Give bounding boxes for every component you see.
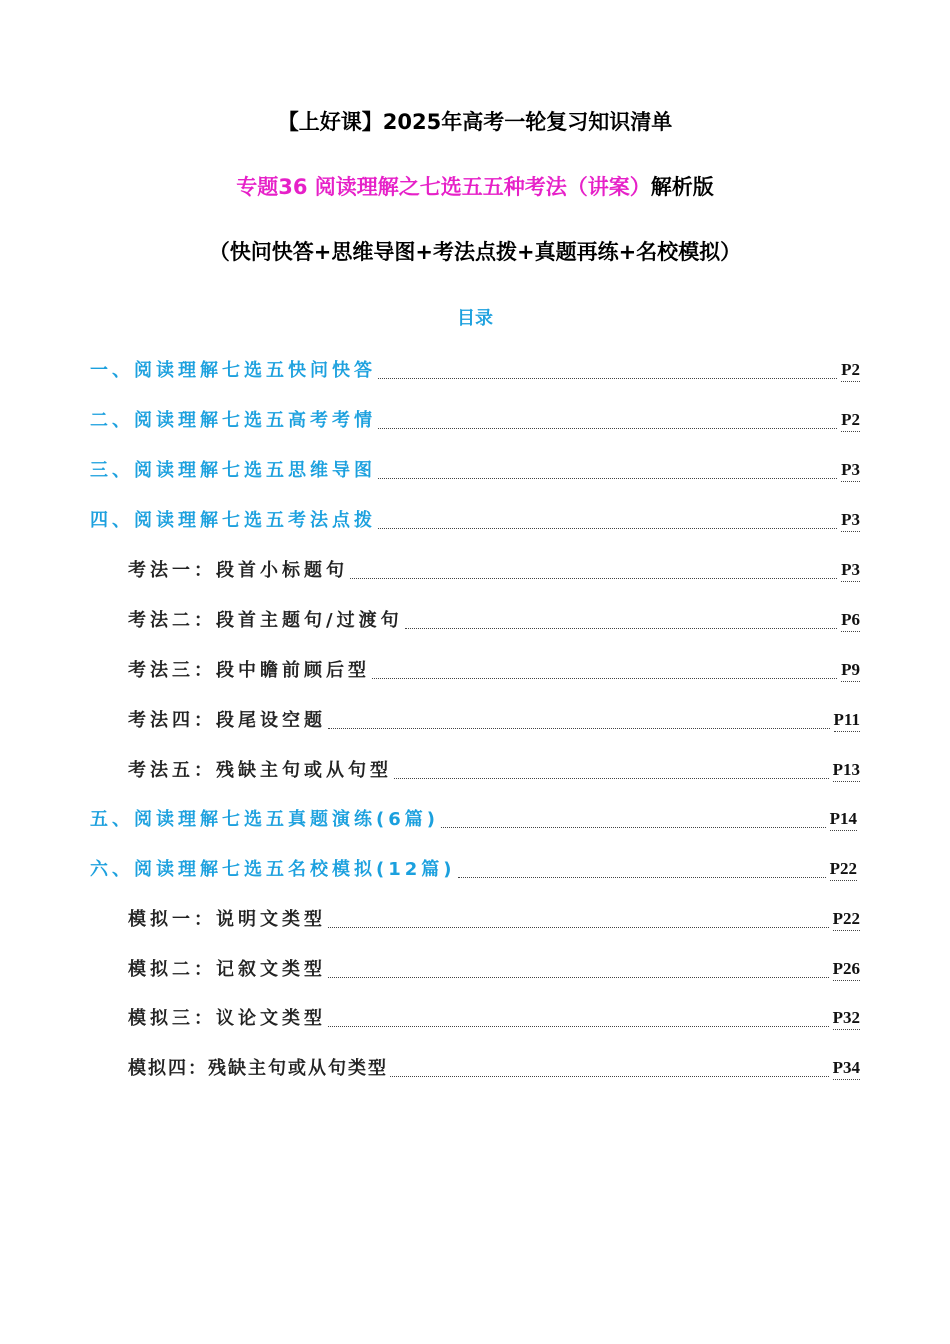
toc-subentry-mock-2[interactable] bbox=[128, 951, 860, 981]
toc-entry-3[interactable] bbox=[90, 452, 860, 482]
toc-leader-dots bbox=[405, 627, 838, 629]
toc-entry-page: P6 bbox=[841, 609, 860, 632]
toc-subentry-method-3[interactable] bbox=[128, 652, 860, 682]
subtitle-suffix: 解析版 bbox=[650, 175, 714, 199]
toc-leader-dots bbox=[372, 677, 837, 679]
toc-entry-label: 考法二：段首主题句/过渡句 bbox=[128, 610, 403, 631]
toc-entry-label: 一、阅读理解七选五快问快答 bbox=[90, 360, 376, 381]
toc-leader-dots bbox=[378, 377, 837, 379]
subtitle-main: 专题36 阅读理解之七选五五种考法（讲案） bbox=[236, 175, 651, 199]
toc-entry-5[interactable] bbox=[90, 801, 857, 831]
toc-leader-dots bbox=[350, 577, 837, 579]
toc-entry-1[interactable] bbox=[90, 352, 860, 382]
toc-entry-label: 考法五：残缺主句或从句型 bbox=[128, 760, 392, 781]
toc-entry-page: P26 bbox=[833, 958, 860, 981]
toc-entry-label: 模拟一：说明文类型 bbox=[128, 909, 326, 930]
toc-leader-dots bbox=[378, 427, 837, 429]
toc-subentry-method-1[interactable] bbox=[128, 552, 860, 582]
toc-entry-label: 五、阅读理解七选五真题演练(6篇) bbox=[90, 809, 439, 830]
toc-entry-page: P3 bbox=[841, 459, 860, 482]
toc-entry-page: P34 bbox=[833, 1057, 860, 1080]
toc-entry-label: 四、阅读理解七选五考法点拨 bbox=[90, 510, 376, 531]
toc-leader-dots bbox=[328, 976, 829, 978]
toc-entry-page: P2 bbox=[841, 409, 860, 432]
toc-leader-dots bbox=[390, 1075, 829, 1077]
document-tagline: （快问快答+思维导图+考法点拨+真题再练+名校模拟） bbox=[208, 240, 742, 264]
document-subtitle bbox=[0, 171, 950, 201]
toc-entry-label: 考法三：段中瞻前顾后型 bbox=[128, 660, 370, 681]
toc-entry-page: P3 bbox=[841, 559, 860, 582]
toc-leader-dots bbox=[328, 1025, 829, 1027]
toc-entry-page: P22 bbox=[833, 908, 860, 931]
toc-entry-label: 模拟二：记叙文类型 bbox=[128, 959, 326, 980]
toc-subentry-method-4[interactable] bbox=[128, 702, 860, 732]
toc-entry-4[interactable] bbox=[90, 502, 860, 532]
toc-leader-dots bbox=[441, 826, 826, 828]
toc-entry-2[interactable] bbox=[90, 402, 860, 432]
toc-subentry-mock-1[interactable] bbox=[128, 901, 860, 931]
toc-entry-page: P3 bbox=[841, 509, 860, 532]
toc-entry-label: 模拟四：残缺主句或从句类型 bbox=[128, 1058, 388, 1079]
document-title: 【上好课】2025年高考一轮复习知识清单 bbox=[277, 110, 673, 134]
toc-entry-6[interactable] bbox=[90, 851, 857, 881]
toc-entry-page: P14 bbox=[830, 808, 857, 831]
toc-subentry-method-2[interactable] bbox=[128, 602, 860, 632]
toc-leader-dots bbox=[378, 477, 837, 479]
toc-leader-dots bbox=[328, 727, 830, 729]
toc-entry-label: 模拟三：议论文类型 bbox=[128, 1008, 326, 1029]
toc-entry-page: P2 bbox=[841, 359, 860, 382]
toc-entry-label: 考法一：段首小标题句 bbox=[128, 560, 348, 581]
toc-leader-dots bbox=[378, 527, 837, 529]
toc-entry-page: P11 bbox=[834, 709, 860, 732]
toc-subentry-mock-3[interactable] bbox=[128, 1000, 860, 1030]
toc-entry-label: 六、阅读理解七选五名校模拟(12篇) bbox=[90, 859, 456, 880]
toc-entry-page: P9 bbox=[841, 659, 860, 682]
toc-leader-dots bbox=[394, 777, 829, 779]
toc-entry-page: P13 bbox=[833, 759, 860, 782]
toc-entry-page: P22 bbox=[830, 858, 857, 881]
toc-entry-label: 考法四：段尾设空题 bbox=[128, 710, 326, 731]
toc-leader-dots bbox=[458, 876, 826, 878]
toc-leader-dots bbox=[328, 926, 829, 928]
toc-entry-page: P32 bbox=[833, 1007, 860, 1030]
toc-subentry-mock-4[interactable] bbox=[128, 1050, 860, 1080]
toc-entry-label: 三、阅读理解七选五思维导图 bbox=[90, 460, 376, 481]
toc-entry-label: 二、阅读理解七选五高考考情 bbox=[90, 410, 376, 431]
toc-heading: 目录 bbox=[457, 308, 493, 329]
toc-subentry-method-5[interactable] bbox=[128, 752, 860, 782]
